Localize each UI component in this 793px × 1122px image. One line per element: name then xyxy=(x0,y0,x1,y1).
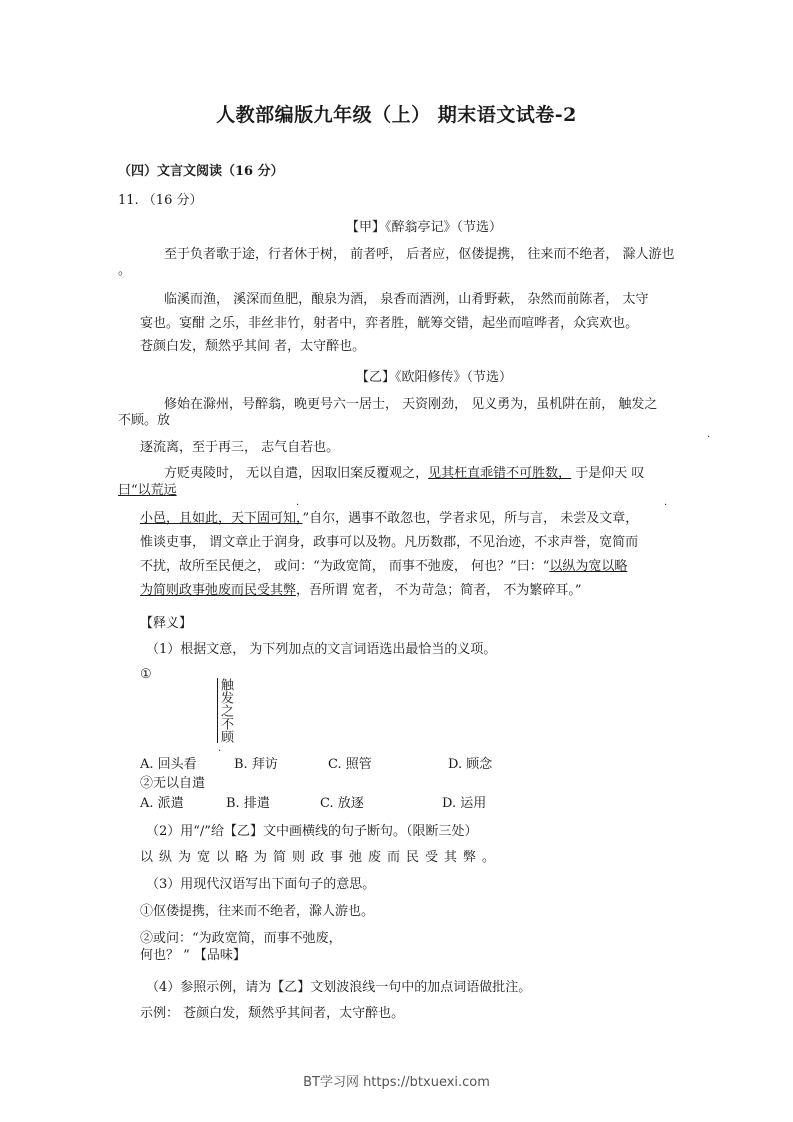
question-number: 11. （16 分） xyxy=(118,193,203,208)
question-3-item-2: ②或问：“为政宽简，而事不弛废， xyxy=(140,931,342,946)
q1-item2-option-d: D. 运用 xyxy=(442,796,487,811)
yi-line-9-text: ，吾所谓 宽者， 不为苛急；简者， 不为繁碎耳。” xyxy=(296,583,582,598)
yi-line-3: 逐流离，至于再三， 志气自若也。 xyxy=(140,440,340,455)
yi-line-6-text: ”自尔，遇事不敢忽也，学者求见，所与言， 未尝及文章， xyxy=(302,511,639,526)
yi-line-7: 惟谈吏事， 谓文章止于润身，政事可以及物。凡历数郡，不见治迹，不求声誉，宽简而 xyxy=(140,535,639,550)
question-1-item-2: ②无以自遣 xyxy=(140,776,206,791)
yi-line-6-underlined: 小邑，且如此，天下固可知， xyxy=(140,511,303,526)
question-1-item-1-word: 触发之不顾 xyxy=(218,678,233,743)
footer-watermark: BT学习网 https://btxuexi.com xyxy=(303,1075,490,1090)
question-1-item-1-number: ① xyxy=(140,667,152,682)
q1-item1-option-d: D. 顾念 xyxy=(448,757,493,772)
q1-item2-option-a: A. 派遣 xyxy=(140,796,184,811)
question-4-prompt: （4）参照示例，请为【乙】文划波浪线一句中的加点词语做批注。 xyxy=(146,980,532,995)
yi-line-8 xyxy=(140,558,627,576)
question-4-example: 示例： 苍颜白发，颓然乎其间者，太守醉也。 xyxy=(140,1006,405,1021)
yi-line-8-underlined: 以纵为宽以略 xyxy=(549,559,628,574)
yi-line-9 xyxy=(140,582,582,600)
question-2-prompt: （2）用“/”给【乙】文中画横线的句子断句。（限断三处） xyxy=(146,824,478,839)
jia-paragraph-2-line-2: 宴也。宴酣 之乐，非丝非竹，射者中，弈者胜，觥筹交错，起坐而喧哗者，众宾欢也。 xyxy=(140,316,639,331)
page-title: 人教部编版九年级（上） 期末语文试卷-2 xyxy=(216,104,577,126)
yi-line-9-underlined: 为简则政事弛废而民受其弊 xyxy=(140,583,297,598)
q1-item1-option-b: B. 拜访 xyxy=(234,757,278,772)
yi-line-2: 不顾。放 xyxy=(118,413,171,428)
question-1-prompt: （1）根据文意， 为下列加点的文言词语选出最恰当的义项。 xyxy=(146,642,497,657)
yi-line-4-text: 方贬夷陵时， 无以自遣，因取旧案反覆观之， xyxy=(164,466,429,481)
yi-line-4-tail: 于是仰天 叹 xyxy=(571,466,645,481)
question-2-sentence: 以纵为宽以略为简则政事弛废而民受其弊。 xyxy=(140,850,502,865)
yi-line-4 xyxy=(164,465,644,483)
jia-paragraph-2-line-3: 苍颜白发，颓然乎其间 者，太守醉也。 xyxy=(140,339,366,354)
yi-line-5: 曰“以荒远 xyxy=(118,483,177,498)
q1-item2-option-b: B. 排遣 xyxy=(226,796,270,811)
emphasis-dot: . xyxy=(218,743,222,754)
yi-line-8-text: 不扰，故所至民便之， 或问：“为政宽简， 而事不弛废， 何也？”曰：“ xyxy=(140,559,550,574)
question-3-prompt: （3）用现代汉语写出下面句子的意思。 xyxy=(146,877,376,892)
jia-heading: 【甲】《醉翁亭记》（节选） xyxy=(346,220,503,235)
yi-line-1: 修始在滁州，号醉翁，晚更号六一居士， 天资刚劲， 见义勇为，虽机阱在前， 触发之 xyxy=(164,397,658,412)
jia-paragraph-1-end: 。 xyxy=(118,263,132,278)
question-3-item-2-end: 何也？ ” 【品味】 xyxy=(140,948,246,963)
yi-line-4-underlined: 见其枉直乖错不可胜数， xyxy=(428,466,572,481)
section-heading: （四）文言文阅读（16 分） xyxy=(118,164,284,179)
q1-item1-option-c: C. 照管 xyxy=(328,757,372,772)
emphasis-dot: . xyxy=(664,497,668,508)
q1-item2-option-c: C. 放逐 xyxy=(320,796,364,811)
emphasis-dot: . xyxy=(707,429,711,440)
jia-paragraph-1: 至于负者歌于途，行者休于树， 前者呼， 后者应，伛偻提携， 往来而不绝者， 滁人游也 xyxy=(164,247,675,262)
emphasis-dot: . xyxy=(296,497,300,508)
yi-heading: 【乙】《欧阳修传》（节选） xyxy=(356,370,513,385)
yi-line-6 xyxy=(140,510,638,528)
jia-paragraph-2-line-1: 临溪而渔， 溪深而鱼肥，酿泉为酒， 泉香而酒洌，山肴野蔌， 杂然而前陈者， 太守 xyxy=(164,292,649,307)
shiyi-heading: 【释义】 xyxy=(140,616,193,631)
q1-item1-option-a: A. 回头看 xyxy=(140,757,197,772)
question-3-item-1: ①伛偻提携，往来而不绝者，滁人游也。 xyxy=(140,904,375,919)
